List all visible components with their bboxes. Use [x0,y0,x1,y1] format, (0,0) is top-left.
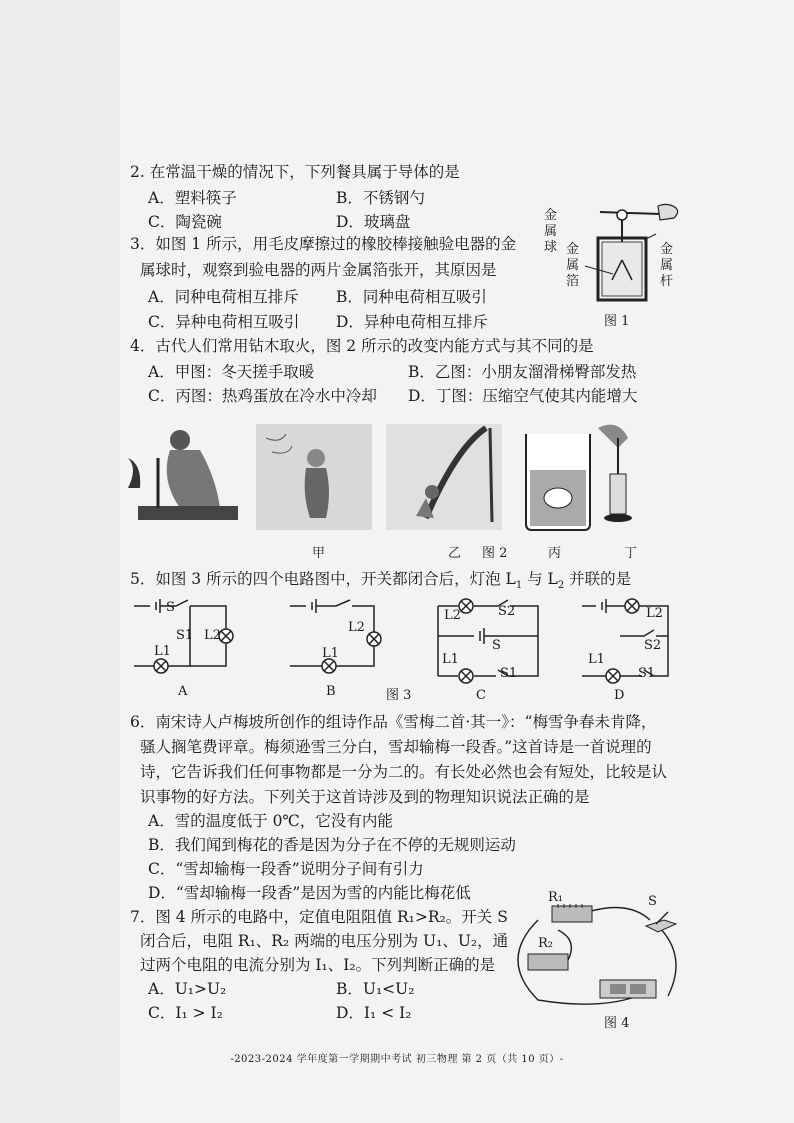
circuit-d-s2: S2 [644,638,662,653]
q2-stem: 2. 在常温干燥的情况下，下列餐具属于导体的是 [130,163,460,181]
q6-line3: 诗，它告诉我们任何事物都是一分为二的。有长处必然也会有短处，比较是认 [140,763,668,781]
figure-4-circuit [508,890,694,1030]
q7-option-b: B．U₁<U₂ [336,980,415,998]
scan-shadow [0,0,120,1123]
figure-2-label-bing: 丙 [548,546,562,561]
fire-drilling-image [128,430,238,520]
q5-sub2: 2 [557,580,565,592]
circuit-d-label: D [614,688,625,703]
figure-2-drawings [118,418,658,538]
q7-option-c: C．I₁ > I₂ [148,1004,223,1022]
circuit-d-l2: L2 [646,606,663,621]
q7-option-d: D．I₁ < I₂ [336,1004,412,1022]
q2-option-a: A．塑料筷子 [148,189,237,207]
q6-option-c: C．“雪却输梅一段香”说明分子间有引力 [148,860,424,878]
circuit-c-l2: L2 [444,608,461,623]
q3-option-d: D．异种电荷相互排斥 [336,313,488,331]
q6-line4: 识事物的好方法。下列关于这首诗涉及到的物理知识说法正确的是 [140,788,590,806]
q5-stem [130,569,631,596]
q6-line1: 6．南宋诗人卢梅坡所创作的组诗作品《雪梅二首·其一》：“梅雪争春未肯降， [130,713,657,731]
figure-4-caption: 图 4 [604,1016,630,1031]
figure-4-switch: S [648,894,657,909]
figure-2-caption: 图 2 [482,546,508,561]
piston-image [598,425,632,522]
q2-option-b: B．不锈钢勺 [336,189,425,207]
q6-line2: 骚人搁笔费评章。梅须逊雪三分白，雪却输梅一段香。”这首诗是一首说理的 [140,738,652,756]
q5-stem-part2: 与 L [522,570,558,588]
circuit-c-s: S [492,638,501,653]
rubbing-hands-image [256,424,372,530]
q4-option-a: A．甲图：冬天搓手取暖 [148,363,315,381]
q3-stem-line1: 3．如图 1 所示，用毛皮摩擦过的橡胶棒接触验电器的金 [130,235,517,253]
figure-1-electroscope [540,200,700,330]
q4-option-d: D．丁图：压缩空气使其内能增大 [408,387,638,405]
q7-line2: 闭合后，电阻 R₁、R₂ 两端的电压分别为 U₁、U₂，通 [140,932,509,950]
circuit-b-label: B [326,684,336,699]
circuit-a-l1: L1 [154,644,171,659]
circuit-c-s1: S1 [500,666,518,681]
page-footer: -2023-2024 学年度第一学期期中考试 初三物理 第 2 页（共 10 页）- [230,1054,564,1065]
figure-1-caption: 图 1 [604,314,630,329]
q4-option-b: B．乙图：小朋友溜滑梯臀部发热 [408,363,637,381]
q7-option-a: A．U₁>U₂ [148,980,227,998]
circuit-c-label: C [476,688,486,703]
slide-image [386,424,502,530]
q3-option-c: C．异种电荷相互吸引 [148,313,300,331]
label-metal-rod: 金属杆 [660,242,674,289]
figure-3-caption: 图 3 [386,688,412,703]
q3-stem-line2: 属球时，观察到验电器的两片金属箔张开，其原因是 [140,261,497,279]
circuit-b [290,599,381,673]
figure-3-circuits [126,596,676,706]
q5-sub1: 1 [515,580,523,592]
figure-2-label-yi: 乙 [448,546,462,561]
q3-option-a: A．同种电荷相互排斥 [148,288,299,306]
figure-2 [118,418,658,561]
figure-4-r2: R₂ [538,936,553,951]
circuit-c-s2: S2 [498,604,516,619]
circuit-c-l1: L1 [442,652,459,667]
label-metal-foil: 金属箔 [566,242,580,289]
figure-2-label-ding: 丁 [624,546,638,561]
q5-stem-part3: 并联的是 [564,570,632,588]
q6-option-a: A．雪的温度低于 0℃，它没有内能 [148,812,393,830]
figure-2-label-jia: 甲 [312,546,326,561]
beaker-egg-image [526,434,590,530]
circuit-a-s: S [166,600,175,615]
q6-option-b: B．我们闻到梅花的香是因为分子在不停的无规则运动 [148,836,516,854]
q5-stem-part1: 5．如图 3 所示的四个电路图中，开关都闭合后，灯泡 L [130,570,516,588]
q7-line3: 过两个电阻的电流分别为 I₁、I₂。下列判断正确的是 [140,956,496,974]
figure-4-drawing [508,890,694,1010]
q7-line1: 7．图 4 所示的电路中，定值电阻阻值 R₁>R₂。开关 S [130,908,508,926]
q3-option-b: B．同种电荷相互吸引 [336,288,487,306]
label-metal-ball: 金属球 [544,208,558,255]
circuit-a-s1: S1 [176,628,194,643]
circuit-d-l1: L1 [588,652,605,667]
circuit-b-l1: L1 [322,646,339,661]
circuit-a-label: A [178,684,188,699]
circuit-b-l2: L2 [348,620,365,635]
q6-option-d: D．“雪却输梅一段香”是因为雪的内能比梅花低 [148,884,471,902]
circuit-d-s1: S1 [638,666,656,681]
q2-option-d: D．玻璃盘 [336,213,411,231]
q4-option-c: C．丙图：热鸡蛋放在冷水中冷却 [148,387,377,405]
q2-option-c: C．陶瓷碗 [148,213,222,231]
figure-4-r1: R₁ [548,890,563,905]
q4-stem: 4．古代人们常用钻木取火，图 2 所示的改变内能方式与其不同的是 [130,337,594,355]
circuit-a-l2: L2 [204,628,221,643]
